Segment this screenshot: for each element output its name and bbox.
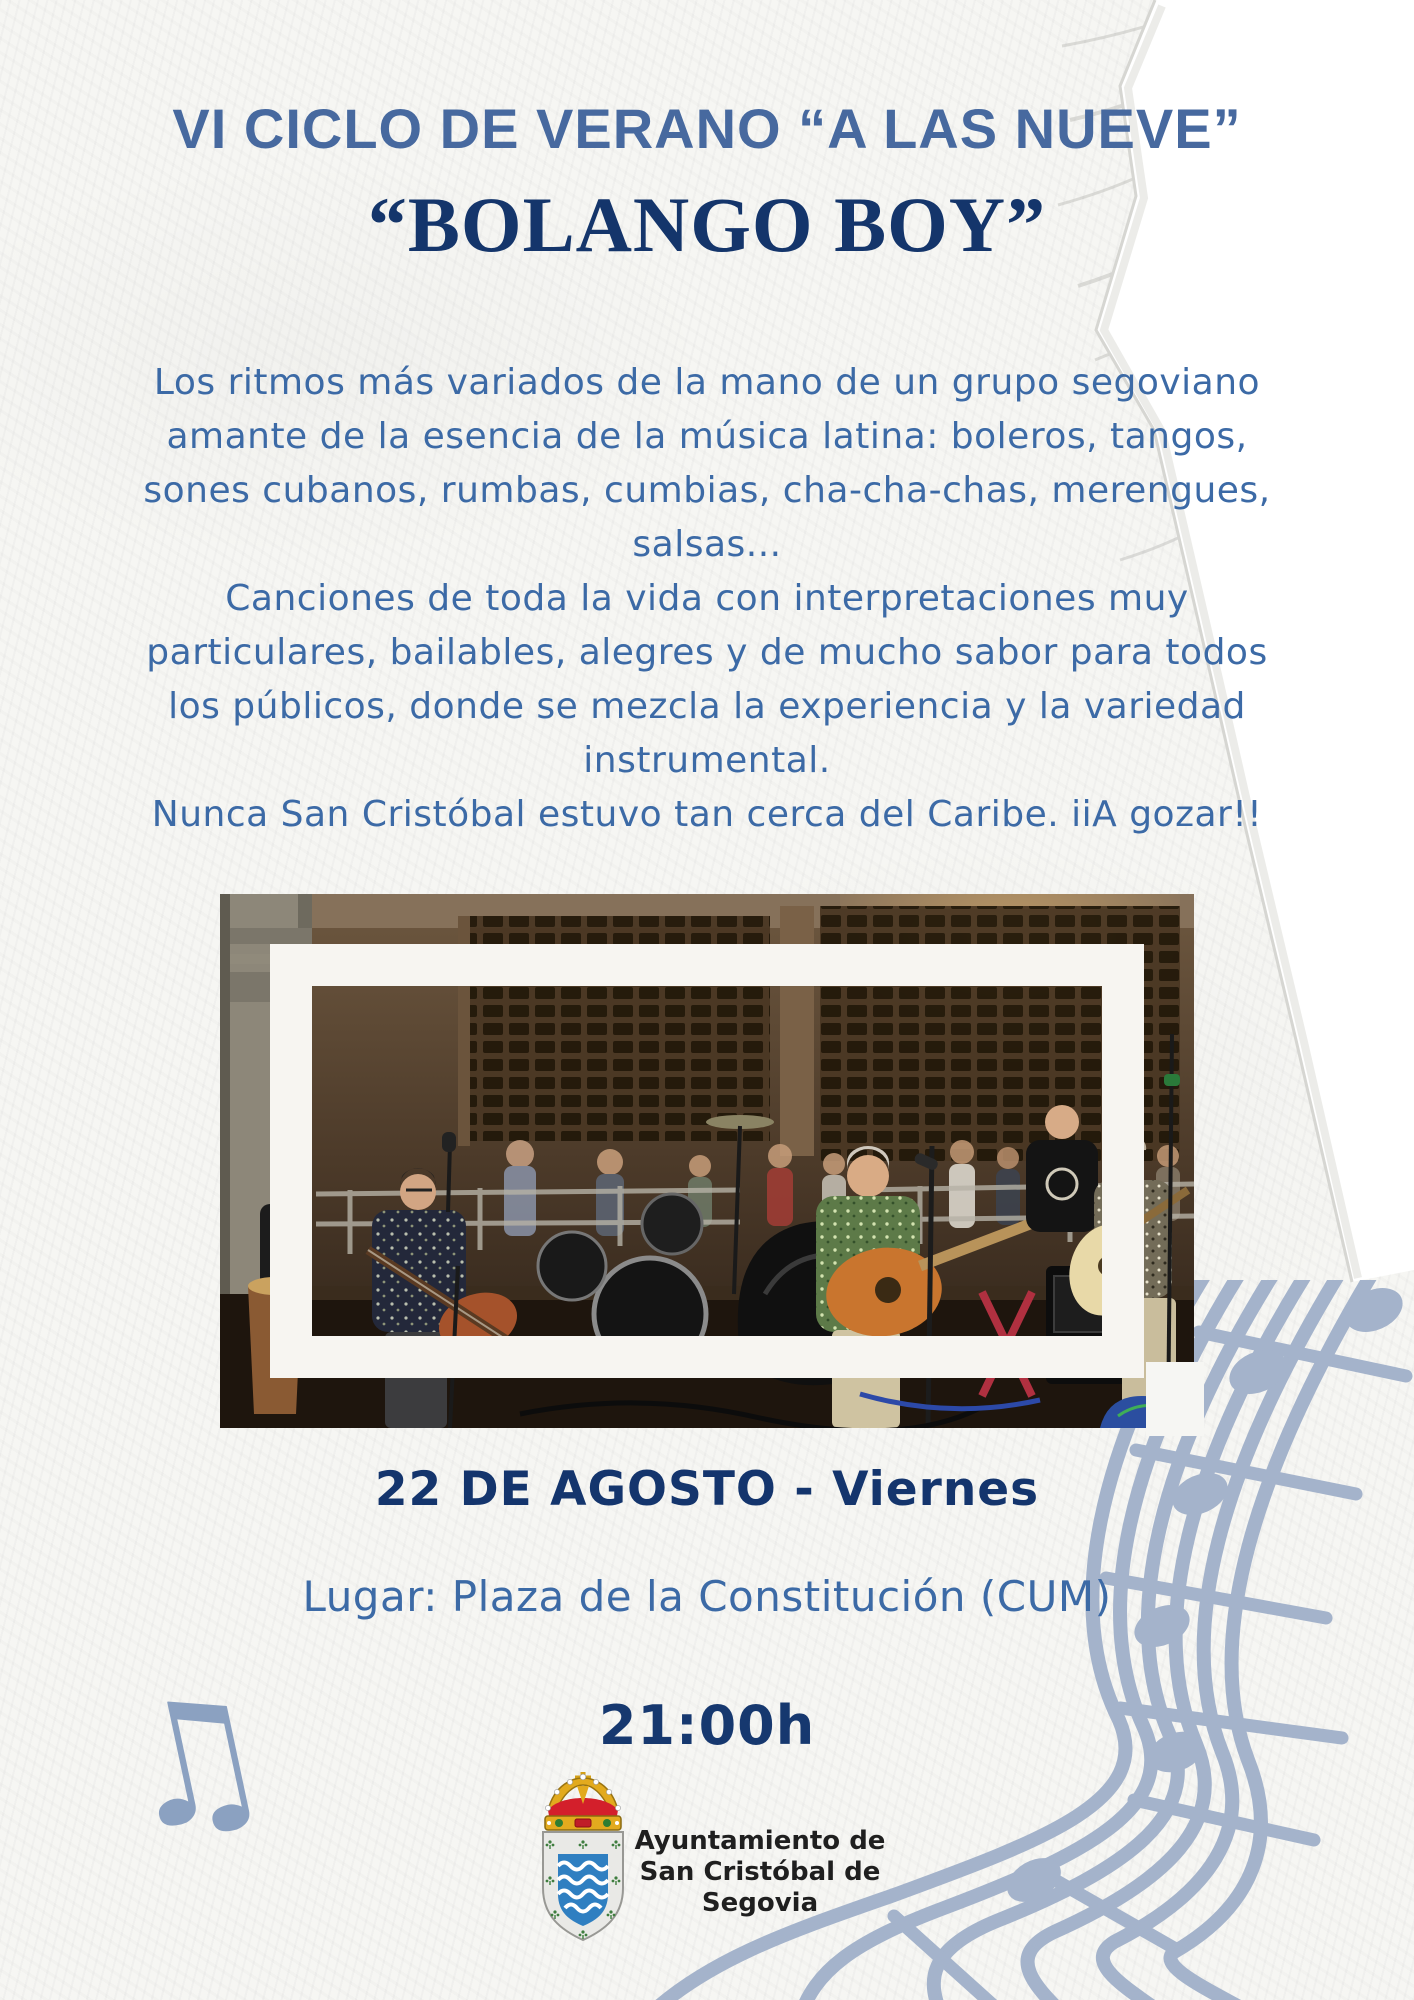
organizer-block <box>630 1826 890 1919</box>
town-crest-logo <box>533 1770 633 1942</box>
description-line: Los ritmos más variados de la mano de un grupo segoviano <box>153 362 1261 403</box>
band-photo <box>220 894 1194 1428</box>
event-location: Lugar: Plaza de la Constitución (CUM) <box>302 1572 1112 1621</box>
description-line: particulares, bailables, alegres y de mucho sabor para todos <box>146 632 1268 673</box>
music-note-icon: ♫ <box>99 1650 288 1874</box>
series-title: VI CICLO DE VERANO “A LAS NUEVE” <box>172 97 1242 160</box>
description-line: amante de la esencia de la música latina: boleros, tangos, <box>166 416 1248 457</box>
description-line: Nunca San Cristóbal estuvo tan cerca del Caribe. iiA gozar!! <box>151 794 1263 835</box>
description-line: instrumental. <box>583 740 831 781</box>
organizer-line2: San Cristóbal de Segovia <box>639 1857 881 1918</box>
event-title: “BOLANGO BOY” <box>367 181 1047 268</box>
description-line: Canciones de toda la vida con interpretaciones muy <box>225 578 1189 619</box>
description-line: los públicos, donde se mezcla la experiencia y la variedad <box>168 686 1246 727</box>
description-line: salsas... <box>632 524 782 565</box>
event-time: 21:00h <box>598 1694 816 1757</box>
description-line: sones cubanos, rumbas, cumbias, cha-cha-chas, merengues, <box>143 470 1271 511</box>
description-paragraph <box>0 356 1414 842</box>
band-photo-scene <box>220 894 1194 1428</box>
event-date: 22 DE AGOSTO - Viernes <box>374 1462 1040 1517</box>
organizer-line1: Ayuntamiento de <box>634 1826 886 1856</box>
photo-torn-notch <box>1146 1362 1204 1436</box>
